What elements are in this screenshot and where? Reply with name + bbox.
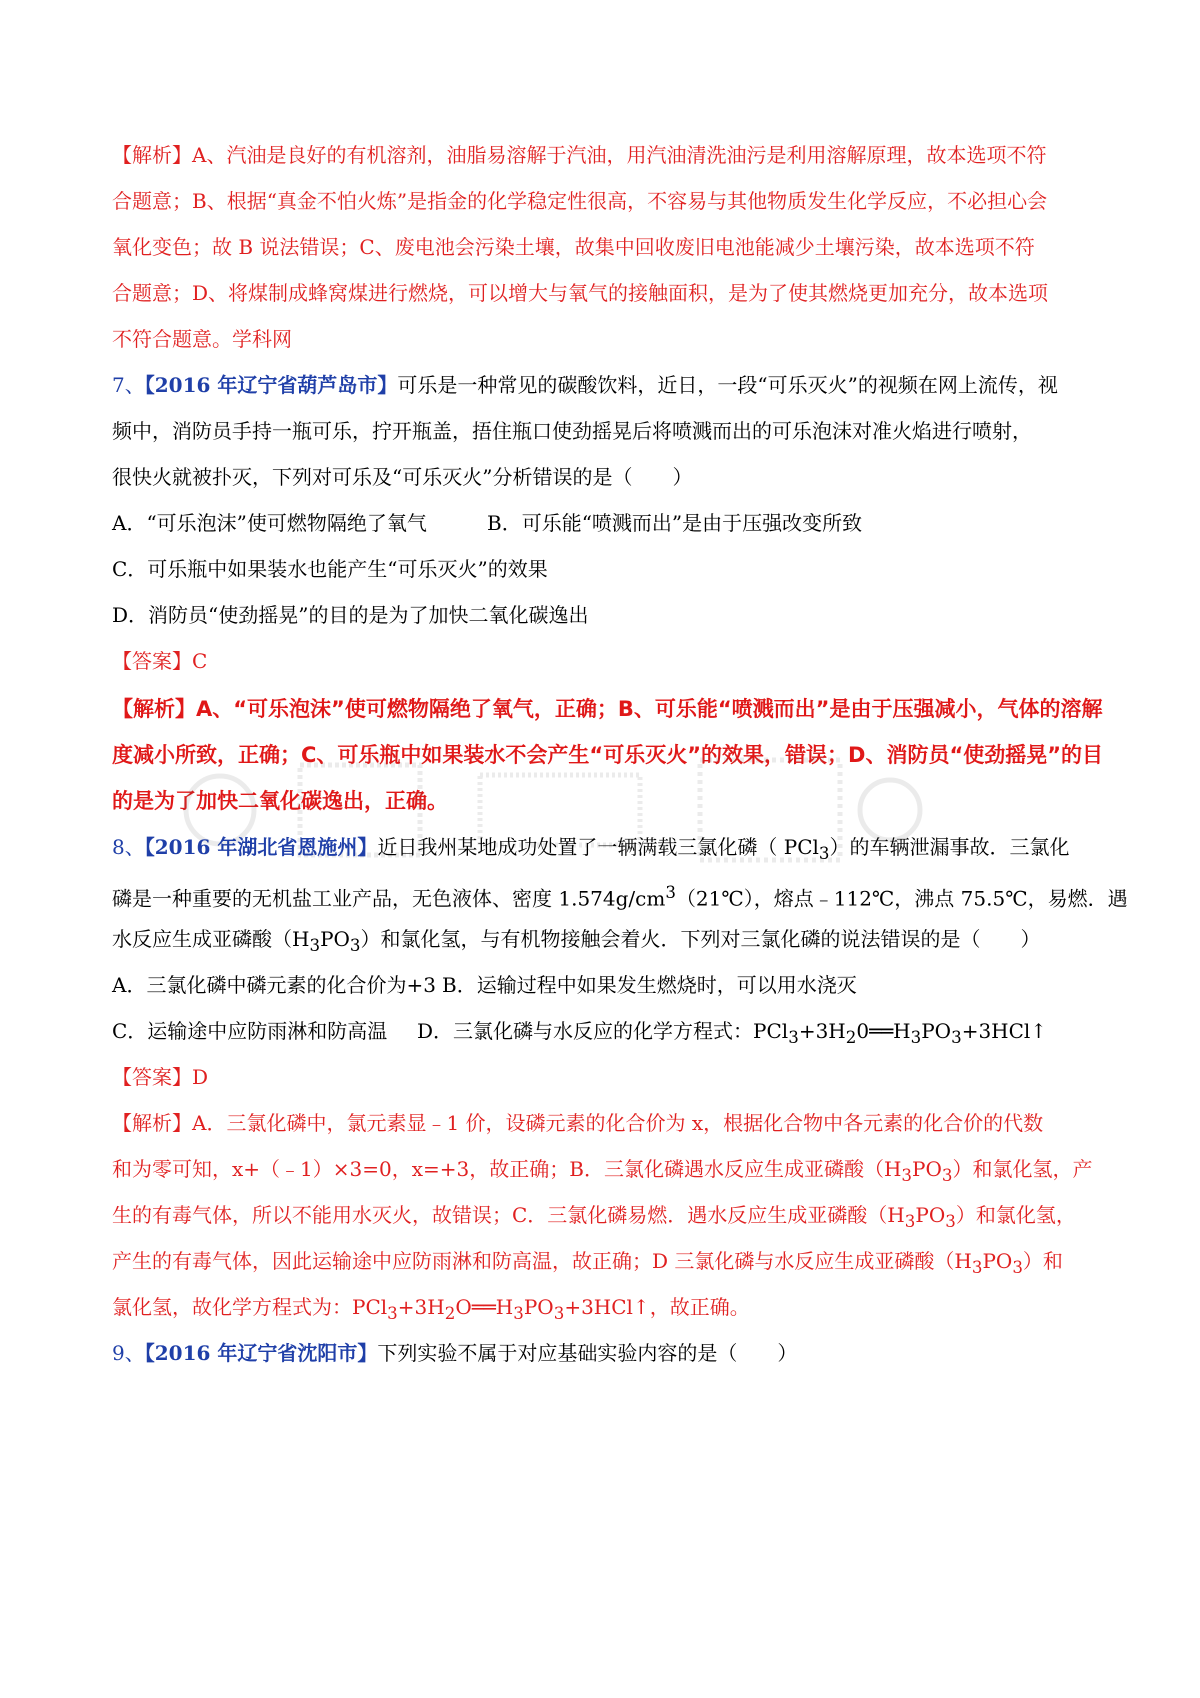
- q8-option-a: A．三氯化磷中磷元素的化合价为+3: [112, 973, 436, 997]
- q8-stem-line-2: [112, 878, 1128, 914]
- analysis-6-line-3: 氧化变色；故 B 说法错误；C、废电池会污染土壤，故集中回收废旧电池能减少土壤污染，故本选项不符: [112, 235, 1035, 259]
- q8-option-d-text: +3HCl↑: [961, 1019, 1048, 1043]
- q8-stem-text-3b: PO: [320, 927, 350, 951]
- q8-analysis-text: PO: [912, 1157, 942, 1181]
- subscript: 3: [309, 936, 321, 955]
- q8-options-ab: [112, 970, 1112, 1000]
- q8-analysis-text: ）和: [1022, 1249, 1063, 1273]
- analysis-6-line-1: 【解析】A、汽油是良好的有机溶剂，油脂易溶解于汽油，用汽油清洗油污是利用溶解原理，故本选项不符: [112, 143, 1047, 167]
- q7-stem-line-1: [112, 370, 1112, 400]
- q7-stem-text-1: 可乐是一种常见的碳酸饮料，近日，一段“可乐灭火”的视频在网上流传，视: [397, 373, 1058, 397]
- q7-options-ab: [112, 508, 1112, 538]
- subscript: 2: [845, 1028, 857, 1047]
- q8-analysis-text: PO: [915, 1203, 946, 1227]
- q8-answer: 【答案】D: [112, 1065, 209, 1089]
- subscript: 3: [553, 1304, 565, 1323]
- subscript: 3: [971, 1258, 983, 1277]
- q8-analysis-text: 生的有毒气体，所以不能用水灭火，故错误；C．三氯化磷易燃．遇水反应生成亚磷酸（H: [112, 1203, 905, 1227]
- q7-stem-line-2: 频中，消防员手持一瓶可乐，拧开瓶盖，捂住瓶口使劲摇晃后将喷溅而出的可乐泡沫对准火焰进行喷射，: [112, 419, 1032, 443]
- subscript: 3: [941, 1166, 953, 1185]
- q8-option-d-text: D．三氯化磷与水反应的化学方程式：PCl: [417, 1019, 789, 1043]
- subscript: 3: [349, 936, 361, 955]
- q7-number: 7、: [112, 373, 145, 397]
- q7-option-c: C．可乐瓶中如果装水也能产生“可乐灭火”的效果: [112, 557, 548, 581]
- q8-analysis-text: +3H: [397, 1295, 445, 1319]
- q8-analysis-text: PO: [982, 1249, 1013, 1273]
- analysis-6-line-2: 合题意；B、根据“真金不怕火炼”是指金的化学稳定性很高，不容易与其他物质发生化学反应，不必担心会: [112, 189, 1048, 213]
- superscript: 3: [665, 883, 676, 902]
- q8-analysis-text: O══H: [455, 1295, 514, 1319]
- q7-source: 【2016 年辽宁省葫芦岛市】: [144, 373, 398, 397]
- q8-options-cd: [112, 1016, 1112, 1053]
- subscript: 3: [387, 1304, 398, 1323]
- q8-stem-text-1b: ）的车辆泄漏事故．三氯化: [829, 835, 1070, 859]
- q8-stem-text-1: 近日我州某地成功处置了一辆满载三氯化磷（ PCl: [377, 835, 819, 859]
- q8-analysis-text: ）和氯化氢，: [955, 1203, 1076, 1227]
- q8-option-d: [417, 1019, 1048, 1047]
- q9-number: 9、: [112, 1341, 145, 1365]
- q7-analysis-line-2: 度减小所致，正确；C、可乐瓶中如果装水不会产生“可乐灭火”的效果，错误；D、消防员“使劲摇晃”的目: [112, 743, 1104, 767]
- q8-stem-line-1: [112, 832, 1112, 869]
- q8-stem-text-3c: ）和氯化氢，与有机物接触会着火．下列对三氯化磷的说法错误的是（ ）: [360, 927, 1041, 951]
- q8-option-d-text: +3H: [798, 1019, 846, 1043]
- subscript: 3: [945, 1212, 956, 1231]
- q7-analysis-line-1: 【解析】A、“可乐泡沫”使可燃物隔绝了氧气，正确；B、可乐能“喷溅而出”是由于压强减小，气体的溶解: [112, 697, 1103, 721]
- q7-option-d: D．消防员“使劲摇晃”的目的是为了加快二氧化碳逸出: [112, 603, 589, 627]
- q8-stem-line-3: [112, 924, 1112, 961]
- q8-option-c: C．运输途中应防雨淋和防高温: [112, 1019, 388, 1043]
- q8-analysis-text: 产生的有毒气体，因此运输途中应防雨淋和防高温，故正确；D 三氯化磷与水反应生成亚磷酸（H: [112, 1249, 972, 1273]
- q8-analysis-text: ）和氯化氢，产: [952, 1157, 1093, 1181]
- q8-analysis-line-4: [112, 1246, 1112, 1283]
- subscript: 3: [901, 1166, 912, 1185]
- q7-option-a: A．“可乐泡沫”使可燃物隔绝了氧气: [112, 511, 427, 535]
- q7-answer: 【答案】C: [112, 649, 208, 673]
- q8-option-d-text: 0══H: [856, 1019, 911, 1043]
- q8-stem-text-2b: （21℃），熔点﹣112℃，沸点 75.5℃，易燃．遇: [675, 886, 1128, 911]
- subscript: 3: [910, 1028, 922, 1047]
- q8-analysis-text: PO: [523, 1295, 554, 1319]
- q9-stem-text: 下列实验不属于对应基础实验内容的是（ ）: [377, 1341, 798, 1365]
- q8-option-b: B．运输过程中如果发生燃烧时，可以用水浇灭: [442, 973, 857, 997]
- analysis-6-line-4: 合题意；D、将煤制成蜂窝煤进行燃烧，可以增大与氧气的接触面积，是为了使其燃烧更加充分，故本选项: [112, 281, 1049, 305]
- subscript: 3: [818, 844, 830, 863]
- subscript: 3: [788, 1028, 799, 1047]
- q8-source: 【2016 年湖北省恩施州】: [144, 835, 378, 859]
- q9-stem: [112, 1338, 1112, 1368]
- subscript: 3: [951, 1028, 962, 1047]
- subscript: 3: [904, 1212, 916, 1231]
- q8-analysis-text: +3HCl↑，故正确。: [564, 1295, 750, 1319]
- q7-analysis-line-3: 的是为了加快二氧化碳逸出，正确。: [112, 789, 448, 813]
- q9-source: 【2016 年辽宁省沈阳市】: [144, 1341, 378, 1365]
- q7-stem-line-3: 很快火就被扑灭，下列对可乐及“可乐灭火”分析错误的是（ ）: [112, 465, 693, 489]
- q8-analysis-line-1: 【解析】A．三氯化磷中，氯元素显﹣1 价，设磷元素的化合价为 x，根据化合物中各元素的化合价的代数: [112, 1111, 1044, 1135]
- subscript: 3: [513, 1304, 524, 1323]
- q7-option-b: B．可乐能“喷溅而出”是由于压强改变所致: [487, 511, 863, 535]
- q8-analysis-line-3: [112, 1200, 1112, 1237]
- subscript: 2: [444, 1304, 456, 1323]
- q8-analysis-text: 和为零可知，x+（﹣1）×3=0，x=+3，故正确；B．三氯化磷遇水反应生成亚磷酸（H: [112, 1157, 902, 1181]
- q8-analysis-line-5: [112, 1292, 1112, 1329]
- q8-analysis-line-2: [112, 1154, 1112, 1191]
- analysis-6-line-5: 不符合题意。学科网: [112, 327, 292, 351]
- q8-stem-text-2: 磷是一种重要的无机盐工业产品，无色液体、密度 1.574g/cm: [112, 886, 666, 911]
- q8-analysis-text: 氯化氢，故化学方程式为：PCl: [112, 1295, 388, 1319]
- q8-stem-text-3: 水反应生成亚磷酸（H: [112, 927, 310, 951]
- subscript: 3: [1012, 1258, 1023, 1277]
- q8-number: 8、: [112, 835, 145, 859]
- q8-option-d-text: PO: [921, 1019, 952, 1043]
